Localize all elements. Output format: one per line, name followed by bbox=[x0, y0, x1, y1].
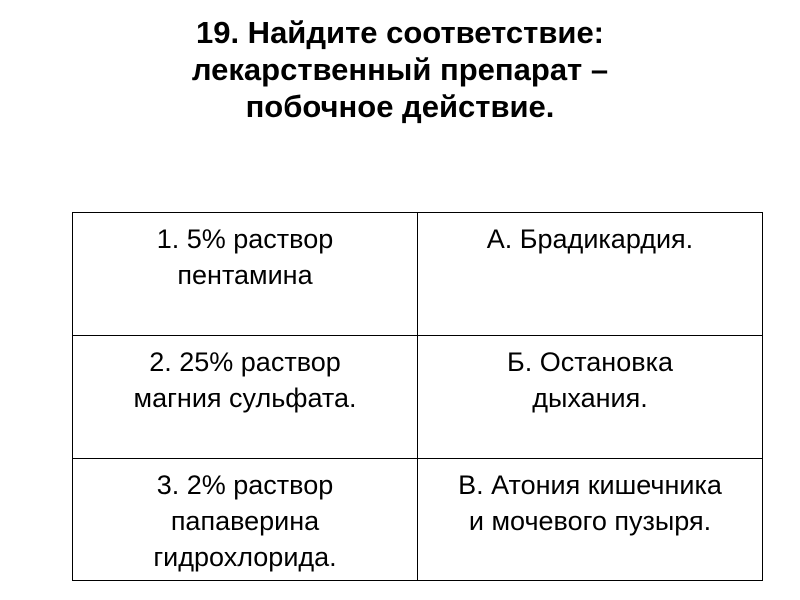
drug-cell-line: магния сульфата. bbox=[133, 383, 357, 413]
drug-cell-line: 2. 25% раствор bbox=[149, 347, 341, 377]
title-line-2: лекарственный препарат – bbox=[191, 52, 609, 87]
effect-cell-line: и мочевого пузыря. bbox=[468, 506, 712, 536]
table-row bbox=[73, 336, 763, 459]
effect-cell-b bbox=[418, 336, 763, 459]
drug-cell-line: папаверина bbox=[170, 506, 320, 536]
drug-cell-line: 3. 2% раствор bbox=[156, 470, 334, 500]
title-line-3: побочное действие. bbox=[245, 89, 555, 124]
matching-table bbox=[72, 212, 763, 581]
effect-cell-a bbox=[418, 213, 763, 336]
effect-cell-line: В. Атония кишечника bbox=[458, 470, 722, 500]
drug-cell-line: пентамина bbox=[177, 260, 313, 290]
drug-cell-line: 1. 5% раствор bbox=[156, 224, 334, 254]
drug-cell-line: гидрохлорида. bbox=[153, 542, 337, 572]
page-title bbox=[0, 14, 800, 125]
effect-cell-line: Б. Остановка bbox=[507, 347, 673, 377]
table-row bbox=[73, 459, 763, 581]
effect-cell-line: А. Брадикардия. bbox=[486, 224, 694, 254]
effect-cell-c bbox=[418, 459, 763, 581]
drug-cell-3 bbox=[73, 459, 418, 581]
title-line-1: 19. Найдите соответствие: bbox=[195, 15, 605, 50]
effect-cell-line: дыхания. bbox=[532, 383, 648, 413]
drug-cell-2 bbox=[73, 336, 418, 459]
drug-cell-1 bbox=[73, 213, 418, 336]
table-row bbox=[73, 213, 763, 336]
